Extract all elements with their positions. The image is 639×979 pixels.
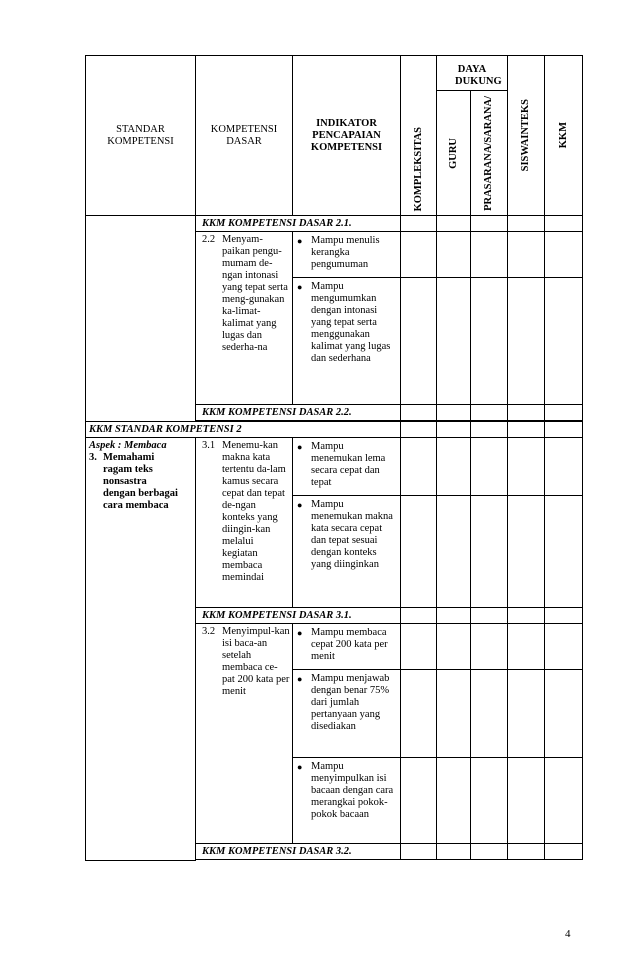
sk-empty-cell	[86, 216, 196, 422]
header-standar-kompetensi: STANDAR KOMPETENSI	[86, 56, 196, 216]
kd-3-1: 3.1 Menemu-kan makna kata tertentu da-lam kamus secara cepat dan tepat de-ngan konteks yang diingin-kan melalui kegiatan membaca memindai	[196, 438, 293, 608]
kd-3-2: 3.2 Menyimpul-kan isi baca-an setelah membaca ce-pat 200 kata per menit	[196, 624, 293, 844]
bullet-icon: ●	[297, 442, 303, 452]
header-kkm: KKM	[545, 56, 583, 216]
bullet-icon: ●	[297, 236, 303, 246]
standar-kompetensi-3: Aspek : Membaca 3. Memahami ragam teks nonsastra dengan berbagai cara membaca	[86, 438, 196, 861]
header-kompetensi-dasar: KOMPETENSI DASAR	[196, 56, 293, 216]
kkm-sk-2-label: KKM STANDAR KOMPETENSI 2	[86, 422, 401, 438]
bullet-icon: ●	[297, 762, 303, 772]
header-prasarana: PRASARANA/SARANA/	[471, 91, 508, 216]
bullet-icon: ●	[297, 628, 303, 638]
kd-2-2: 2.2 Menyam-paikan pengu-mumam de-ngan intonasi yang tepat serta meng-gunakan ka-limat-kalimat yang lugas dan sederha-na	[196, 232, 293, 405]
header-daya-dukung: DAYA DUKUNG	[437, 56, 508, 91]
indicator: ● Mampu menemukan makna kata secara cepat dan tepat sesuai dengan konteks yang diinginkan	[293, 496, 401, 608]
kkm-kd-3-2-label: KKM KOMPETENSI DASAR 3.2.	[196, 844, 401, 860]
indicator: ● Mampu menyimpulkan isi bacaan dengan cara merangkai pokok-pokok bacaan	[293, 758, 401, 844]
kkm-table	[85, 55, 583, 861]
header-siswa-inteks: SISWAINTEKS	[508, 56, 545, 216]
bullet-icon: ●	[297, 500, 303, 510]
indicator: ● Mampu menulis kerangka pengumuman	[293, 232, 401, 278]
header-kompleksitas: KOMPLEKSITAS	[401, 56, 437, 216]
indicator: ● Mampu menemukan lema secara cepat dan tepat	[293, 438, 401, 496]
indicator: ● Mampu membaca cepat 200 kata per menit	[293, 624, 401, 670]
header-guru: GURU	[437, 91, 471, 216]
kkm-kd-2-2-label: KKM KOMPETENSI DASAR 2.2.	[196, 405, 401, 421]
bullet-icon: ●	[297, 674, 303, 684]
page-number: 4	[565, 928, 571, 940]
kkm-kd-2-1-label: KKM KOMPETENSI DASAR 2.1.	[196, 216, 401, 232]
kkm-kd-3-1-label: KKM KOMPETENSI DASAR 3.1.	[196, 608, 401, 624]
bullet-icon: ●	[297, 282, 303, 292]
indicator: ● Mampu menjawab dengan benar 75% dari jumlah pertanyaan yang disediakan	[293, 670, 401, 758]
aspek-label: Aspek : Membaca	[89, 440, 167, 451]
indicator: ● Mampu mengumumkan dengan intonasi yang tepat serta menggunakan kalimat yang lugas dan sederhana	[293, 278, 401, 405]
header-indikator: INDIKATOR PENCAPAIAN KOMPETENSI	[293, 56, 401, 216]
